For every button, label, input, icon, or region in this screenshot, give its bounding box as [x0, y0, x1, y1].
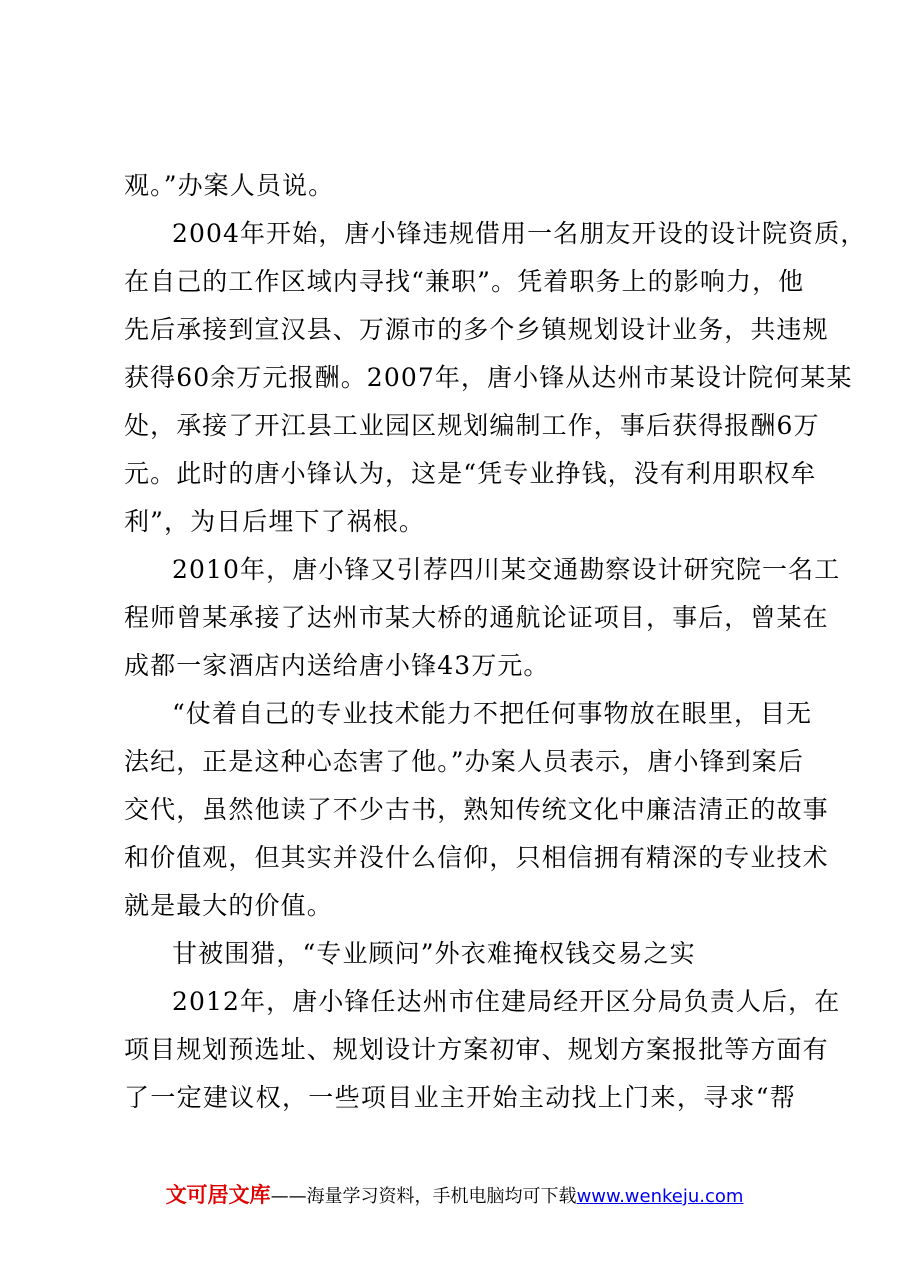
footer-banner	[0, 1180, 909, 1212]
text-line: “仗着自己的专业技术能力不把任何事物放在眼里，目无	[172, 699, 813, 728]
text-line: 先后承接到宣汉县、万源市的多个乡镇规划设计业务，共违规	[124, 315, 829, 344]
footer-tagline: ——海量学习资料，手机电脑均可下载	[270, 1186, 577, 1207]
text-line: 处，承接了开江县工业园区规划编制工作，事后获得报酬6万	[124, 411, 820, 440]
text-line: 和价值观，但其实并没什么信仰，只相信拥有精深的专业技术	[124, 843, 829, 872]
text-line: 2004年开始，唐小锋违规借用一名朋友开设的设计院资质，	[172, 219, 867, 248]
text-line: 利”，为日后埋下了祸根。	[124, 507, 425, 536]
text-line: 2012年，唐小锋任达州市住建局经开区分局负责人后，在	[172, 987, 841, 1016]
section-heading: 甘被围猎，“专业顾问”外衣难掩权钱交易之实	[172, 939, 696, 968]
text-line: 交代，虽然他读了不少古书，熟知传统文化中廉洁清正的故事	[124, 795, 829, 824]
text-line: 成都一家酒店内送给唐小锋43万元。	[124, 651, 550, 680]
text-line: 项目规划预选址、规划设计方案初审、规划方案报批等方面有	[124, 1035, 829, 1064]
text-line: 获得60余万元报酬。2007年，唐小锋从达州市某设计院何某某	[124, 363, 853, 392]
text-line: 就是最大的价值。	[124, 891, 333, 920]
text-line: 了一定建议权，一些项目业主开始主动找上门来，寻求“帮	[124, 1083, 796, 1112]
text-line: 在自己的工作区域内寻找“兼职”。凭着职务上的影响力，他	[124, 267, 805, 296]
footer-site-link[interactable]: www.wenkeju.com	[576, 1186, 744, 1207]
text-line: 元。此时的唐小锋认为，这是“凭专业挣钱，没有利用职权牟	[124, 459, 817, 488]
text-line: 2010年，唐小锋又引荐四川某交通勘察设计研究院一名工	[172, 555, 841, 584]
text-line: 程师曾某承接了达州市某大桥的通航论证项目，事后，曾某在	[124, 603, 829, 632]
footer-brand: 文可居文库	[165, 1183, 271, 1207]
text-line: 观。”办案人员说。	[124, 171, 335, 200]
text-line: 法纪，正是这种心态害了他。”办案人员表示，唐小锋到案后	[124, 747, 804, 776]
